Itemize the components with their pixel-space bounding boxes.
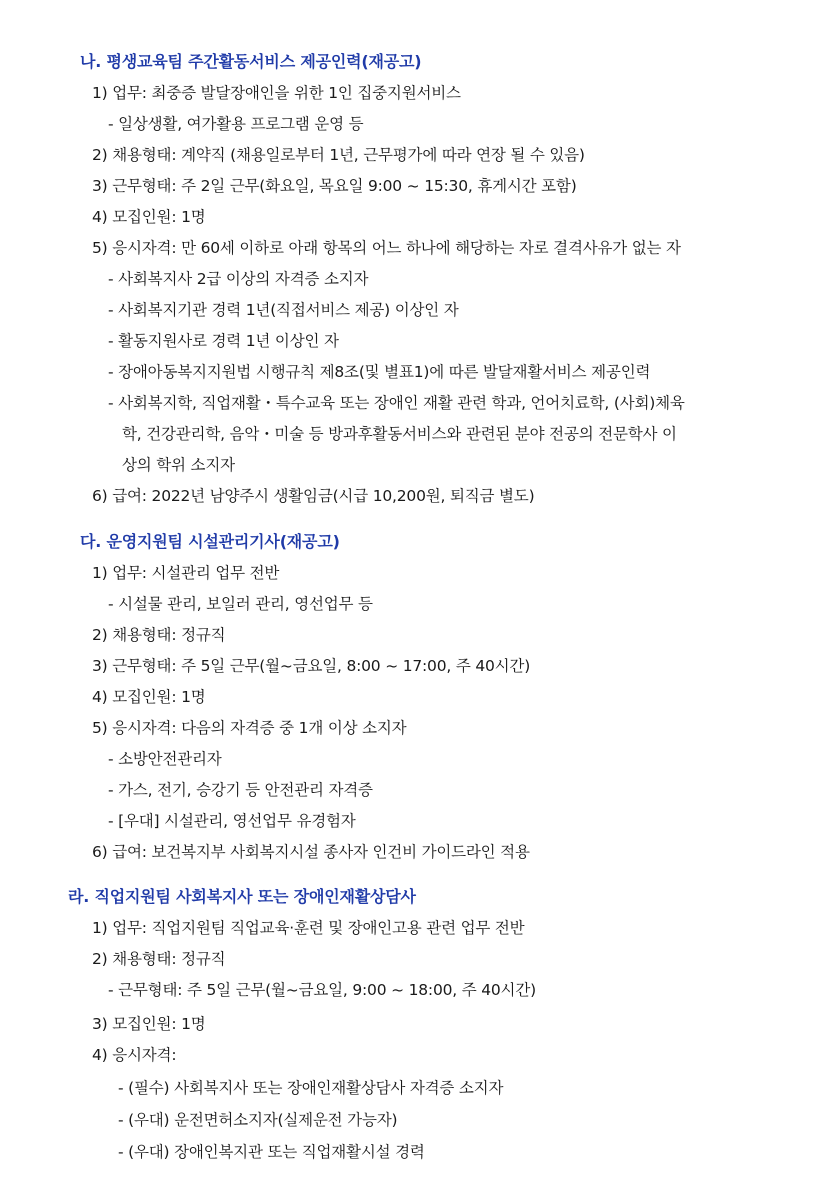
text-line: 3) 근무형태: 주 2일 근무(화요일, 목요일 9:00 ~ 15:30, 휴게시간 포함) [92,177,577,195]
text-line: - 사회복지사 2급 이상의 자격증 소지자 [108,270,369,288]
text-line: 1) 업무: 시설관리 업무 전반 [92,564,280,582]
text-line: 3) 근무형태: 주 5일 근무(월~금요일, 8:00 ~ 17:00, 주 40시간) [92,657,531,675]
text-line: - 장애아동복지지원법 시행규칙 제8조(및 별표1)에 따른 발달재활서비스 제공인력 [108,363,651,381]
text-line: - 근무형태: 주 5일 근무(월~금요일, 9:00 ~ 18:00, 주 40시간) [108,981,536,999]
text-line: 2) 채용형태: 계약직 (채용일로부터 1년, 근무평가에 따라 연장 될 수 있음) [92,146,585,164]
text-line: - 활동지원사로 경력 1년 이상인 자 [108,332,339,350]
text-line: 4) 응시자격: [92,1046,177,1064]
text-line: - 사회복지학, 직업재활・특수교육 또는 장애인 재활 관련 학과, 언어치료학, (사회)체육 [108,394,685,412]
text-line: - 시설물 관리, 보일러 관리, 영선업무 등 [108,595,373,613]
section-heading: 다. 운영지원팀 시설관리기사(재공고) [80,532,340,551]
text-line: - 사회복지기관 경력 1년(직접서비스 제공) 이상인 자 [108,301,459,319]
text-line: 4) 모집인원: 1명 [92,208,206,226]
text-line: - 일상생활, 여가활용 프로그램 운영 등 [108,115,364,133]
text-line: 5) 응시자격: 만 60세 이하로 아래 항목의 어느 하나에 해당하는 자로 결격사유가 없는 자 [92,239,681,257]
text-line: 2) 채용형태: 정규직 [92,950,226,968]
text-line: 5) 응시자격: 다음의 자격증 중 1개 이상 소지자 [92,719,407,737]
text-line: - 가스, 전기, 승강기 등 안전관리 자격증 [108,781,373,799]
text-line: - 소방안전관리자 [108,750,222,768]
text-line: 상의 학위 소지자 [122,456,235,474]
text-line: 1) 업무: 최중증 발달장애인을 위한 1인 집중지원서비스 [92,84,461,102]
text-line: 3) 모집인원: 1명 [92,1015,206,1033]
text-line: - (우대) 운전면허소지자(실제운전 가능자) [118,1111,398,1129]
text-line: 학, 건강관리학, 음악・미술 등 방과후활동서비스와 관련된 분야 전공의 전문학사 이 [122,425,677,443]
text-line: - (우대) 장애인복지관 또는 직업재활시설 경력 [118,1143,425,1161]
section-heading: 나. 평생교육팀 주간활동서비스 제공인력(재공고) [80,52,422,71]
text-line: 2) 채용형태: 정규직 [92,626,226,644]
text-line: - [우대] 시설관리, 영선업무 유경험자 [108,812,356,830]
text-line: 1) 업무: 직업지원팀 직업교육·훈련 및 장애인고용 관련 업무 전반 [92,919,525,937]
text-line: 6) 급여: 보건복지부 사회복지시설 종사자 인건비 가이드라인 적용 [92,843,530,861]
section-heading: 라. 직업지원팀 사회복지사 또는 장애인재활상담사 [68,887,416,906]
text-line: 4) 모집인원: 1명 [92,688,206,706]
text-line: 6) 급여: 2022년 남양주시 생활임금(시급 10,200원, 퇴직금 별도) [92,487,535,505]
text-line: - (필수) 사회복지사 또는 장애인재활상담사 자격증 소지자 [118,1079,504,1097]
